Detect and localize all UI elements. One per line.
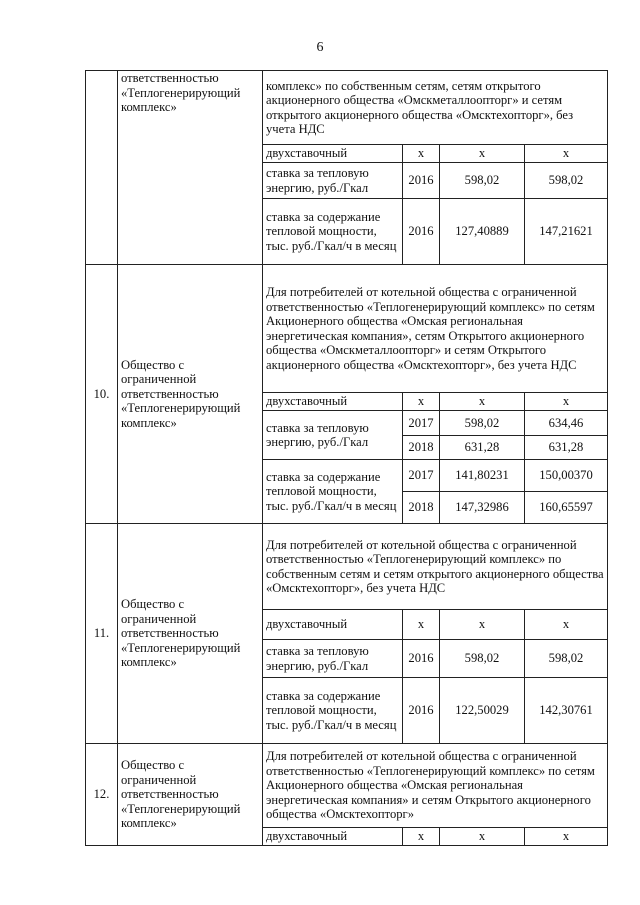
tariff-type: двухставочный <box>263 145 403 163</box>
rate-value: 147,21621 <box>525 199 608 265</box>
empty-marker: х <box>440 145 525 163</box>
rate-value: 122,50029 <box>440 678 525 744</box>
table-row <box>86 71 608 145</box>
rate-value: 142,30761 <box>525 678 608 744</box>
empty-marker: х <box>403 145 440 163</box>
tariff-description: комплекс» по собственным сетям, сетям открытого акционерного общества «Омскметаллоопторг» и сетям открытого акционерного общества «Омсктехопторг», без учета НДС <box>263 71 608 145</box>
row-number: 12. <box>86 744 118 846</box>
row-number: 10. <box>86 265 118 524</box>
tariff-table <box>85 70 608 846</box>
row-number: 11. <box>86 524 118 744</box>
year: 2018 <box>403 436 440 460</box>
empty-marker: х <box>525 610 608 640</box>
rate-value: 141,80231 <box>440 460 525 492</box>
year: 2016 <box>403 678 440 744</box>
rate-value: 598,02 <box>440 411 525 436</box>
tariff-type: двухставочный <box>263 828 403 846</box>
empty-marker: х <box>403 610 440 640</box>
rate-value: 150,00370 <box>525 460 608 492</box>
empty-marker: х <box>525 828 608 846</box>
rate-value: 634,46 <box>525 411 608 436</box>
page-number: 6 <box>316 40 324 55</box>
rate-value: 127,40889 <box>440 199 525 265</box>
tariff-description: Для потребителей от котельной общества с ограниченной ответственностью «Теплогенерирующий комплекс» по собственным сетям и сетям открытого акционерного общества «Омсктехопторг», без учета НДС <box>263 524 608 610</box>
empty-marker: х <box>403 828 440 846</box>
year: 2017 <box>403 460 440 492</box>
tariff-description: Для потребителей от котельной общества с ограниченной ответственностью «Теплогенерирующий комплекс» по сетям Акционерного общества «Омская региональная энергетическая компания» и сетям Открытого акционерного общества «Омсктехопторг» <box>263 744 608 828</box>
capacity-rate-label: ставка за содержание тепловой мощности, тыс. руб./Гкал/ч в месяц <box>263 678 403 744</box>
empty-marker: х <box>440 393 525 411</box>
empty-marker: х <box>440 828 525 846</box>
empty-marker: х <box>525 393 608 411</box>
empty-marker: х <box>403 393 440 411</box>
org-name: Общество с ограниченной ответственностью «Теплогенерирующий комплекс» <box>118 744 263 846</box>
year: 2016 <box>403 199 440 265</box>
rate-value: 631,28 <box>440 436 525 460</box>
table-row <box>86 524 608 610</box>
rate-value: 631,28 <box>525 436 608 460</box>
capacity-rate-label: ставка за содержание тепловой мощности, тыс. руб./Гкал/ч в месяц <box>263 199 403 265</box>
org-name: Общество с ограниченной ответственностью «Теплогенерирующий комплекс» <box>118 524 263 744</box>
energy-rate-label: ставка за тепловую энергию, руб./Гкал <box>263 640 403 678</box>
tariff-description: Для потребителей от котельной общества с ограниченной ответственностью «Теплогенерирующий комплекс» по сетям Акционерного общества «Омская региональная энергетическая компания», сетям Открытого акционерного общества «Омскметаллоопторг» и сетям Открытого акционерного общества «Омсктехопторг», без учета НДС <box>263 265 608 393</box>
tariff-type: двухставочный <box>263 610 403 640</box>
rate-value: 598,02 <box>440 640 525 678</box>
rate-value: 160,65597 <box>525 492 608 524</box>
year: 2016 <box>403 163 440 199</box>
rate-value: 598,02 <box>440 163 525 199</box>
rate-value: 598,02 <box>525 163 608 199</box>
empty-marker: х <box>525 145 608 163</box>
org-name: Общество с ограниченной ответственностью «Теплогенерирующий комплекс» <box>118 265 263 524</box>
year: 2016 <box>403 640 440 678</box>
tariff-type: двухставочный <box>263 393 403 411</box>
year: 2018 <box>403 492 440 524</box>
table-row <box>86 265 608 393</box>
org-name: ответственностью «Теплогенерирующий комплекс» <box>118 71 263 265</box>
capacity-rate-label: ставка за содержание тепловой мощности, тыс. руб./Гкал/ч в месяц <box>263 460 403 524</box>
table-row <box>86 744 608 828</box>
row-number-cell <box>86 71 118 265</box>
rate-value: 147,32986 <box>440 492 525 524</box>
energy-rate-label: ставка за тепловую энергию, руб./Гкал <box>263 411 403 460</box>
rate-value: 598,02 <box>525 640 608 678</box>
year: 2017 <box>403 411 440 436</box>
empty-marker: х <box>440 610 525 640</box>
energy-rate-label: ставка за тепловую энергию, руб./Гкал <box>263 163 403 199</box>
